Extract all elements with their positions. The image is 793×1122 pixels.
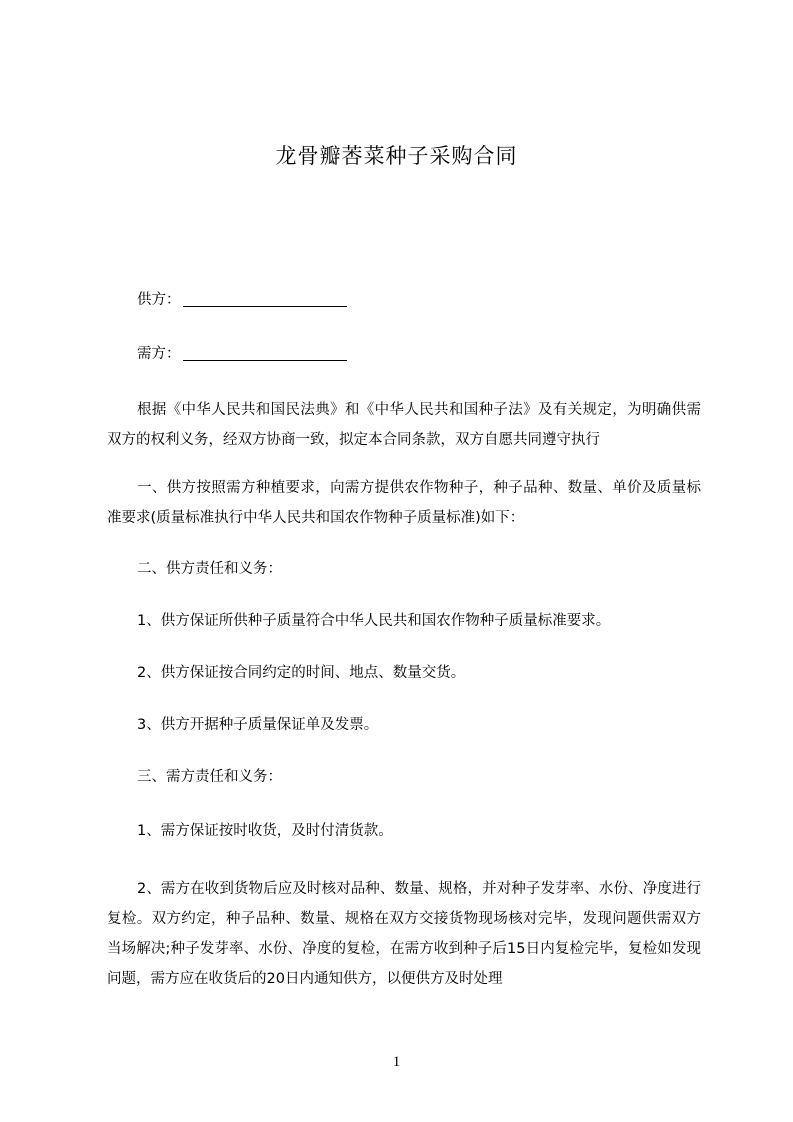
section-3-heading: 三、需方责任和义务： xyxy=(137,769,282,785)
section-3-item-2-paragraph: 2、需方在收到货物后应及时核对品种、数量、规格，并对种子发芽率、水份、净度进行复检。双方约定，种子品种、数量、规格在双方交接货物现场核对完毕，发现问题供需双方当场解决;种子发芽率、水份、净度的复检，在需方收到种子后15日内复检完毕，复检如发现问题，需方应在收货后的20日内通知供方，以便供方及时处理 xyxy=(107,881,701,987)
section-2-item-3: 3、供方开据种子质量保证单及发票。 xyxy=(137,717,379,733)
contract-title: 龙骨瓣莕菜种子采购合同 xyxy=(275,144,518,168)
section-2-item-1: 1、供方保证所供种子质量符合中华人民共和国农作物种子质量标准要求。 xyxy=(137,613,611,629)
page-number: 1 xyxy=(392,1054,401,1070)
section-2-heading: 二、供方责任和义务： xyxy=(137,561,282,577)
supplier-blank xyxy=(183,292,347,307)
buyer-line xyxy=(137,344,347,364)
buyer-label: 需方： xyxy=(137,346,181,362)
buyer-blank xyxy=(183,346,347,361)
intro-paragraph: 根据《中华人民共和国民法典》和《中华人民共和国种子法》及有关规定，为明确供需双方的权利义务，经双方协商一致，拟定本合同条款，双方自愿共同遵守执行 xyxy=(107,402,701,448)
section-2-item-2: 2、供方保证按合同约定的时间、地点、数量交货。 xyxy=(137,665,466,681)
section-3-item-1: 1、需方保证按时收货，及时付清货款。 xyxy=(137,823,393,839)
supplier-label: 供方： xyxy=(137,292,181,308)
supplier-line xyxy=(137,290,347,310)
clause-1-paragraph: 一、供方按照需方种植要求，向需方提供农作物种子，种子品种、数量、单价及质量标准要求(质量标准执行中华人民共和国农作物种子质量标准)如下： xyxy=(107,480,701,526)
